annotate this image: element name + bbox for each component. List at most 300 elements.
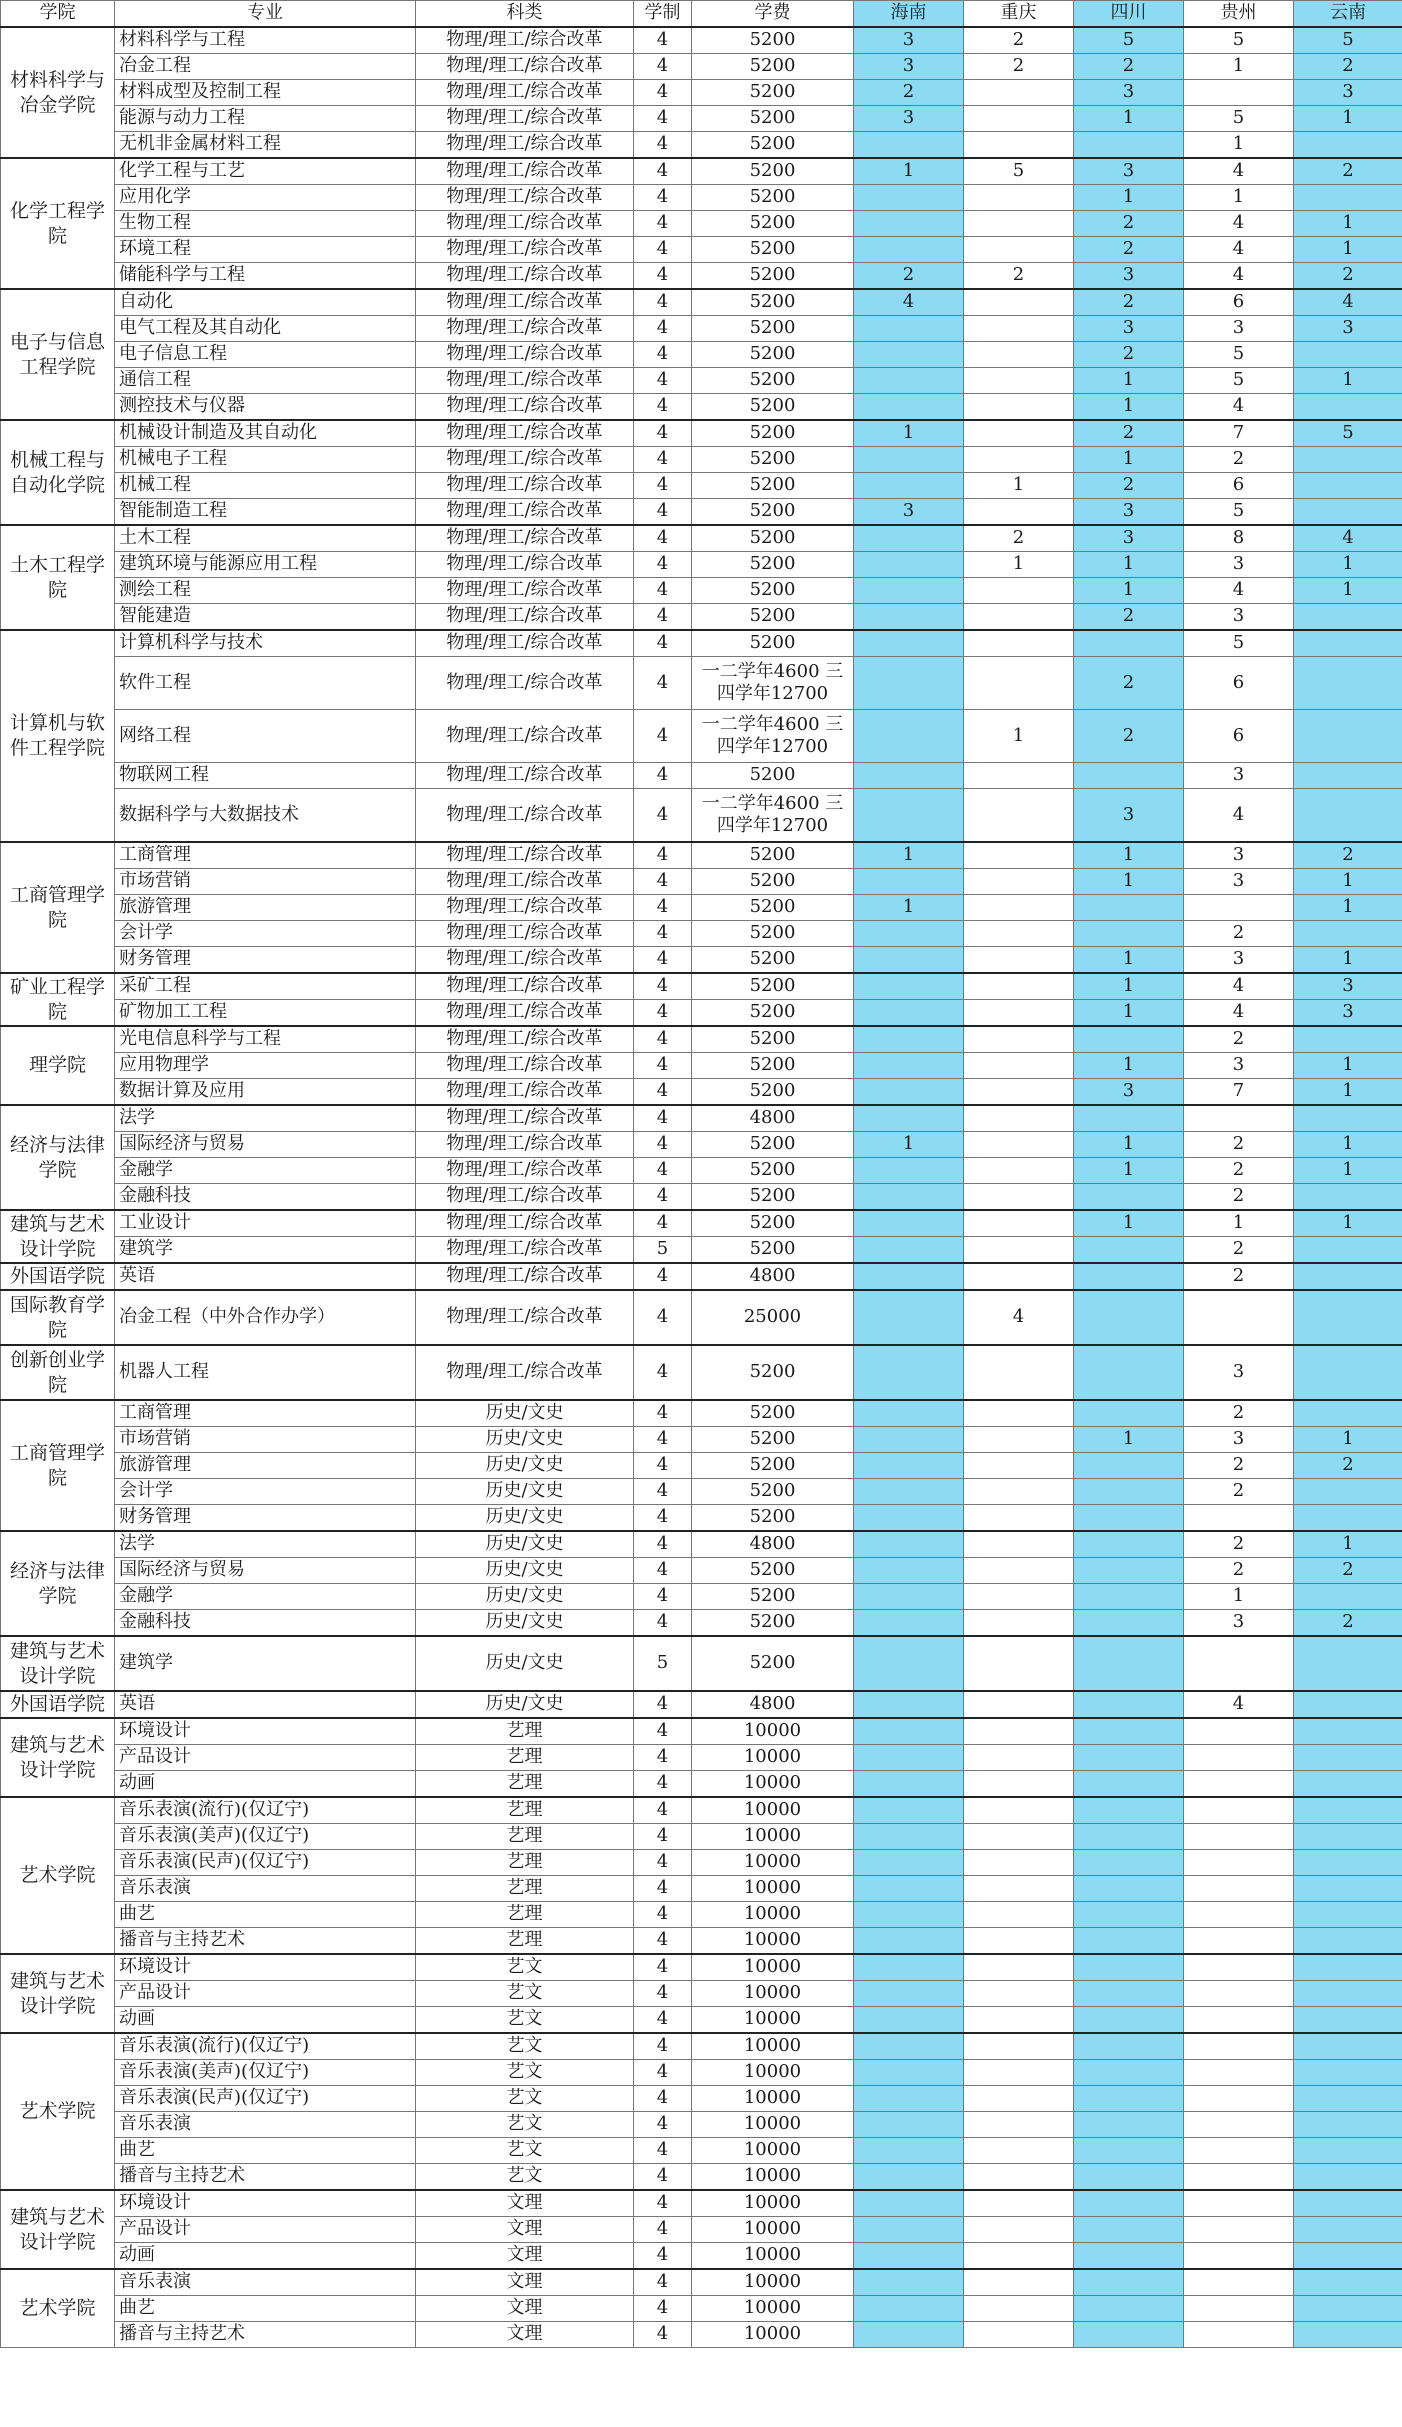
quota-sichuan-cell	[1074, 1505, 1184, 1532]
major-cell: 财务管理	[115, 947, 416, 974]
quota-sichuan-cell	[1074, 1954, 1184, 1981]
quota-guizhou-cell: 5	[1184, 342, 1294, 368]
quota-yunnan-cell	[1294, 2322, 1402, 2348]
table-row	[1, 2217, 1402, 2243]
table-row	[1, 1797, 1402, 1824]
years-cell: 4	[634, 473, 692, 499]
quota-hainan-cell	[854, 921, 964, 947]
major-cell: 动画	[115, 2007, 416, 2034]
fee-cell: 10000	[692, 1824, 854, 1850]
quota-yunnan-cell: 1	[1294, 368, 1402, 394]
college-cell: 化学工程学院	[1, 158, 115, 289]
quota-chongqing-cell: 2	[964, 54, 1074, 80]
quota-yunnan-cell	[1294, 657, 1402, 710]
table-row	[1, 1558, 1402, 1584]
major-cell: 英语	[115, 1263, 416, 1290]
category-cell: 艺文	[416, 1981, 634, 2007]
quota-yunnan-cell: 2	[1294, 54, 1402, 80]
quota-chongqing-cell	[964, 1505, 1074, 1532]
major-cell: 财务管理	[115, 1505, 416, 1532]
quota-yunnan-cell	[1294, 2243, 1402, 2270]
quota-sichuan-cell: 1	[1074, 578, 1184, 604]
quota-yunnan-cell	[1294, 1400, 1402, 1427]
quota-guizhou-cell	[1184, 2086, 1294, 2112]
quota-hainan-cell	[854, 1902, 964, 1928]
quota-guizhou-cell: 3	[1184, 842, 1294, 869]
quota-chongqing-cell	[964, 842, 1074, 869]
quota-sichuan-cell	[1074, 1290, 1184, 1345]
quota-chongqing-cell	[964, 1850, 1074, 1876]
quota-chongqing-cell	[964, 921, 1074, 947]
quota-hainan-cell	[854, 1158, 964, 1184]
quota-chongqing-cell	[964, 2164, 1074, 2191]
college-cell: 理学院	[1, 1026, 115, 1105]
table-row	[1, 158, 1402, 185]
years-cell: 4	[634, 289, 692, 316]
fee-cell: 10000	[692, 1718, 854, 1745]
category-cell: 物理/理工/综合改革	[416, 263, 634, 290]
quota-chongqing-cell	[964, 763, 1074, 789]
major-cell: 材料科学与工程	[115, 27, 416, 54]
quota-yunnan-cell	[1294, 2138, 1402, 2164]
major-cell: 工商管理	[115, 842, 416, 869]
quota-yunnan-cell: 3	[1294, 316, 1402, 342]
quota-sichuan-cell: 3	[1074, 316, 1184, 342]
quota-hainan-cell: 2	[854, 263, 964, 290]
major-cell: 无机非金属材料工程	[115, 132, 416, 159]
category-cell: 物理/理工/综合改革	[416, 1026, 634, 1053]
major-cell: 计算机科学与技术	[115, 630, 416, 657]
quota-sichuan-cell: 2	[1074, 237, 1184, 263]
quota-sichuan-cell	[1074, 1876, 1184, 1902]
quota-sichuan-cell	[1074, 1718, 1184, 1745]
quota-guizhou-cell	[1184, 1745, 1294, 1771]
quota-guizhou-cell	[1184, 1928, 1294, 1955]
quota-yunnan-cell	[1294, 1771, 1402, 1798]
quota-yunnan-cell: 1	[1294, 211, 1402, 237]
major-cell: 软件工程	[115, 657, 416, 710]
quota-guizhou-cell: 5	[1184, 630, 1294, 657]
quota-yunnan-cell	[1294, 1345, 1402, 1400]
major-cell: 旅游管理	[115, 1453, 416, 1479]
category-cell: 文理	[416, 2322, 634, 2348]
table-row	[1, 552, 1402, 578]
years-cell: 4	[634, 2033, 692, 2060]
quota-yunnan-cell	[1294, 1928, 1402, 1955]
header-college: 学院	[1, 1, 115, 28]
fee-cell: 10000	[692, 2112, 854, 2138]
quota-yunnan-cell: 3	[1294, 1000, 1402, 1027]
quota-hainan-cell	[854, 2060, 964, 2086]
quota-chongqing-cell	[964, 1928, 1074, 1955]
major-cell: 环境工程	[115, 237, 416, 263]
fee-cell: 10000	[692, 1797, 854, 1824]
category-cell: 物理/理工/综合改革	[416, 842, 634, 869]
years-cell: 4	[634, 657, 692, 710]
quota-sichuan-cell: 1	[1074, 447, 1184, 473]
quota-yunnan-cell	[1294, 2190, 1402, 2217]
quota-guizhou-cell: 4	[1184, 211, 1294, 237]
fee-cell: 5200	[692, 106, 854, 132]
quota-hainan-cell: 1	[854, 158, 964, 185]
years-cell: 4	[634, 80, 692, 106]
years-cell: 4	[634, 895, 692, 921]
fee-cell: 5200	[692, 1400, 854, 1427]
quota-guizhou-cell	[1184, 1902, 1294, 1928]
quota-chongqing-cell	[964, 2322, 1074, 2348]
quota-sichuan-cell: 1	[1074, 1210, 1184, 1237]
major-cell: 国际经济与贸易	[115, 1558, 416, 1584]
quota-sichuan-cell: 1	[1074, 394, 1184, 421]
quota-sichuan-cell: 1	[1074, 1000, 1184, 1027]
quota-chongqing-cell	[964, 604, 1074, 631]
quota-hainan-cell	[854, 1427, 964, 1453]
quota-chongqing-cell	[964, 1400, 1074, 1427]
table-row	[1, 869, 1402, 895]
category-cell: 艺理	[416, 1928, 634, 1955]
quota-yunnan-cell	[1294, 1584, 1402, 1610]
years-cell: 4	[634, 1026, 692, 1053]
fee-cell: 5200	[692, 895, 854, 921]
quota-sichuan-cell	[1074, 2033, 1184, 2060]
quota-chongqing-cell	[964, 1184, 1074, 1211]
major-cell: 金融学	[115, 1584, 416, 1610]
years-cell: 4	[634, 604, 692, 631]
fee-cell: 5200	[692, 158, 854, 185]
quota-yunnan-cell: 1	[1294, 1427, 1402, 1453]
table-row	[1, 973, 1402, 1000]
quota-chongqing-cell: 1	[964, 473, 1074, 499]
quota-yunnan-cell	[1294, 2269, 1402, 2296]
major-cell: 工商管理	[115, 1400, 416, 1427]
quota-hainan-cell	[854, 2138, 964, 2164]
major-cell: 电气工程及其自动化	[115, 316, 416, 342]
quota-hainan-cell	[854, 1718, 964, 1745]
quota-guizhou-cell	[1184, 1850, 1294, 1876]
table-row	[1, 447, 1402, 473]
quota-guizhou-cell: 6	[1184, 289, 1294, 316]
quota-sichuan-cell: 1	[1074, 368, 1184, 394]
quota-guizhou-cell: 2	[1184, 1558, 1294, 1584]
quota-yunnan-cell: 1	[1294, 1053, 1402, 1079]
major-cell: 曲艺	[115, 2138, 416, 2164]
years-cell: 4	[634, 1610, 692, 1637]
quota-chongqing-cell	[964, 1345, 1074, 1400]
category-cell: 艺理	[416, 1824, 634, 1850]
quota-guizhou-cell: 2	[1184, 1263, 1294, 1290]
quota-sichuan-cell	[1074, 1453, 1184, 1479]
major-cell: 曲艺	[115, 1902, 416, 1928]
quota-hainan-cell	[854, 368, 964, 394]
quota-guizhou-cell	[1184, 2138, 1294, 2164]
fee-cell: 5200	[692, 80, 854, 106]
quota-yunnan-cell	[1294, 1824, 1402, 1850]
quota-chongqing-cell	[964, 1691, 1074, 1718]
quota-yunnan-cell: 1	[1294, 106, 1402, 132]
table-row	[1, 2033, 1402, 2060]
category-cell: 物理/理工/综合改革	[416, 237, 634, 263]
quota-chongqing-cell	[964, 1902, 1074, 1928]
college-cell: 矿业工程学院	[1, 973, 115, 1026]
table-row	[1, 1531, 1402, 1558]
quota-chongqing-cell	[964, 2138, 1074, 2164]
quota-yunnan-cell	[1294, 1954, 1402, 1981]
table-row	[1, 1928, 1402, 1955]
category-cell: 物理/理工/综合改革	[416, 1184, 634, 1211]
years-cell: 4	[634, 2164, 692, 2191]
quota-yunnan-cell: 1	[1294, 237, 1402, 263]
quota-yunnan-cell: 1	[1294, 947, 1402, 974]
quota-guizhou-cell: 8	[1184, 525, 1294, 552]
quota-hainan-cell	[854, 1105, 964, 1132]
fee-cell: 4800	[692, 1263, 854, 1290]
table-row	[1, 1158, 1402, 1184]
quota-yunnan-cell: 1	[1294, 895, 1402, 921]
fee-cell: 5200	[692, 1132, 854, 1158]
fee-cell: 10000	[692, 2033, 854, 2060]
quota-yunnan-cell	[1294, 394, 1402, 421]
years-cell: 4	[634, 368, 692, 394]
header-hainan: 海南	[854, 1, 964, 28]
quota-sichuan-cell	[1074, 1745, 1184, 1771]
college-cell: 国际教育学院	[1, 1290, 115, 1345]
quota-guizhou-cell: 6	[1184, 657, 1294, 710]
table-row	[1, 895, 1402, 921]
quota-hainan-cell	[854, 1400, 964, 1427]
major-cell: 冶金工程（中外合作办学）	[115, 1290, 416, 1345]
years-cell: 4	[634, 552, 692, 578]
fee-cell: 10000	[692, 1876, 854, 1902]
quota-yunnan-cell	[1294, 2296, 1402, 2322]
quota-hainan-cell: 1	[854, 842, 964, 869]
fee-cell: 4800	[692, 1531, 854, 1558]
category-cell: 艺文	[416, 2033, 634, 2060]
quota-chongqing-cell	[964, 1105, 1074, 1132]
fee-cell: 5200	[692, 54, 854, 80]
years-cell: 4	[634, 1691, 692, 1718]
major-cell: 法学	[115, 1531, 416, 1558]
quota-hainan-cell	[854, 1928, 964, 1955]
quota-guizhou-cell	[1184, 1105, 1294, 1132]
college-cell: 建筑与艺术设计学院	[1, 1954, 115, 2033]
quota-sichuan-cell	[1074, 2060, 1184, 2086]
quota-hainan-cell	[854, 1981, 964, 2007]
quota-guizhou-cell: 4	[1184, 263, 1294, 290]
table-row	[1, 106, 1402, 132]
major-cell: 物联网工程	[115, 763, 416, 789]
college-cell: 经济与法律学院	[1, 1105, 115, 1210]
quota-yunnan-cell: 2	[1294, 158, 1402, 185]
quota-yunnan-cell	[1294, 2217, 1402, 2243]
quota-hainan-cell	[854, 447, 964, 473]
quota-sichuan-cell: 5	[1074, 27, 1184, 54]
table-row	[1, 1745, 1402, 1771]
category-cell: 物理/理工/综合改革	[416, 158, 634, 185]
quota-chongqing-cell	[964, 1558, 1074, 1584]
college-cell: 建筑与艺术设计学院	[1, 2190, 115, 2269]
quota-sichuan-cell: 2	[1074, 604, 1184, 631]
quota-hainan-cell	[854, 1453, 964, 1479]
category-cell: 物理/理工/综合改革	[416, 552, 634, 578]
quota-yunnan-cell	[1294, 921, 1402, 947]
quota-chongqing-cell	[964, 394, 1074, 421]
major-cell: 产品设计	[115, 1981, 416, 2007]
quota-sichuan-cell: 1	[1074, 973, 1184, 1000]
quota-guizhou-cell: 1	[1184, 132, 1294, 159]
fee-cell: 10000	[692, 1745, 854, 1771]
quota-hainan-cell	[854, 1771, 964, 1798]
quota-yunnan-cell	[1294, 1105, 1402, 1132]
quota-hainan-cell	[854, 552, 964, 578]
fee-cell: 10000	[692, 1771, 854, 1798]
category-cell: 物理/理工/综合改革	[416, 1000, 634, 1027]
category-cell: 物理/理工/综合改革	[416, 1345, 634, 1400]
quota-hainan-cell: 3	[854, 106, 964, 132]
quota-chongqing-cell	[964, 368, 1074, 394]
fee-cell: 5200	[692, 552, 854, 578]
years-cell: 4	[634, 921, 692, 947]
quota-sichuan-cell	[1074, 2007, 1184, 2034]
fee-cell: 5200	[692, 447, 854, 473]
quota-hainan-cell	[854, 2033, 964, 2060]
quota-guizhou-cell	[1184, 895, 1294, 921]
major-cell: 建筑环境与能源应用工程	[115, 552, 416, 578]
table-row	[1, 316, 1402, 342]
major-cell: 环境设计	[115, 1718, 416, 1745]
years-cell: 4	[634, 211, 692, 237]
table-row	[1, 1184, 1402, 1211]
fee-cell: 5200	[692, 525, 854, 552]
quota-hainan-cell: 1	[854, 895, 964, 921]
years-cell: 4	[634, 499, 692, 526]
quota-hainan-cell: 2	[854, 80, 964, 106]
quota-hainan-cell	[854, 1026, 964, 1053]
quota-yunnan-cell	[1294, 499, 1402, 526]
table-row	[1, 763, 1402, 789]
years-cell: 4	[634, 1876, 692, 1902]
years-cell: 4	[634, 2060, 692, 2086]
quota-sichuan-cell: 1	[1074, 1053, 1184, 1079]
fee-cell: 10000	[692, 2190, 854, 2217]
category-cell: 历史/文史	[416, 1505, 634, 1532]
quota-guizhou-cell	[1184, 2322, 1294, 2348]
category-cell: 文理	[416, 2190, 634, 2217]
quota-sichuan-cell	[1074, 1105, 1184, 1132]
quota-hainan-cell	[854, 2190, 964, 2217]
header-yunnan: 云南	[1294, 1, 1402, 28]
quota-guizhou-cell: 3	[1184, 552, 1294, 578]
table-row	[1, 1505, 1402, 1532]
quota-guizhou-cell: 2	[1184, 447, 1294, 473]
header-years: 学制	[634, 1, 692, 28]
years-cell: 4	[634, 1745, 692, 1771]
quota-sichuan-cell: 1	[1074, 1427, 1184, 1453]
category-cell: 文理	[416, 2243, 634, 2270]
quota-chongqing-cell: 5	[964, 158, 1074, 185]
quota-hainan-cell	[854, 1053, 964, 1079]
quota-sichuan-cell	[1074, 2269, 1184, 2296]
category-cell: 物理/理工/综合改革	[416, 211, 634, 237]
fee-cell: 5200	[692, 289, 854, 316]
fee-cell: 5200	[692, 1479, 854, 1505]
major-cell: 播音与主持艺术	[115, 2164, 416, 2191]
years-cell: 4	[634, 1850, 692, 1876]
category-cell: 物理/理工/综合改革	[416, 630, 634, 657]
quota-sichuan-cell	[1074, 1981, 1184, 2007]
years-cell: 4	[634, 1824, 692, 1850]
quota-yunnan-cell: 1	[1294, 578, 1402, 604]
quota-yunnan-cell: 4	[1294, 289, 1402, 316]
years-cell: 4	[634, 2217, 692, 2243]
years-cell: 4	[634, 763, 692, 789]
quota-chongqing-cell	[964, 2269, 1074, 2296]
table-row	[1, 499, 1402, 526]
header-major: 专业	[115, 1, 416, 28]
quota-yunnan-cell: 2	[1294, 263, 1402, 290]
years-cell: 4	[634, 237, 692, 263]
years-cell: 4	[634, 394, 692, 421]
category-cell: 历史/文史	[416, 1531, 634, 1558]
major-cell: 法学	[115, 1105, 416, 1132]
quota-yunnan-cell	[1294, 1718, 1402, 1745]
quota-sichuan-cell	[1074, 1558, 1184, 1584]
major-cell: 音乐表演(美声)(仅辽宁)	[115, 1824, 416, 1850]
table-row	[1, 2296, 1402, 2322]
quota-guizhou-cell: 7	[1184, 1079, 1294, 1106]
quota-sichuan-cell: 2	[1074, 473, 1184, 499]
category-cell: 历史/文史	[416, 1558, 634, 1584]
major-cell: 通信工程	[115, 368, 416, 394]
category-cell: 物理/理工/综合改革	[416, 342, 634, 368]
major-cell: 音乐表演(民声)(仅辽宁)	[115, 2086, 416, 2112]
quota-yunnan-cell: 1	[1294, 1210, 1402, 1237]
years-cell: 4	[634, 1797, 692, 1824]
category-cell: 物理/理工/综合改革	[416, 763, 634, 789]
table-row	[1, 1824, 1402, 1850]
quota-hainan-cell: 3	[854, 27, 964, 54]
quota-sichuan-cell	[1074, 1184, 1184, 1211]
table-row	[1, 578, 1402, 604]
quota-sichuan-cell: 1	[1074, 185, 1184, 211]
table-row	[1, 1400, 1402, 1427]
table-row	[1, 2164, 1402, 2191]
quota-sichuan-cell	[1074, 1400, 1184, 1427]
table-row	[1, 80, 1402, 106]
fee-cell: 5200	[692, 132, 854, 159]
quota-chongqing-cell	[964, 132, 1074, 159]
quota-sichuan-cell	[1074, 895, 1184, 921]
quota-chongqing-cell	[964, 1026, 1074, 1053]
fee-cell: 4800	[692, 1691, 854, 1718]
quota-chongqing-cell	[964, 211, 1074, 237]
years-cell: 4	[634, 1263, 692, 1290]
quota-yunnan-cell	[1294, 447, 1402, 473]
category-cell: 物理/理工/综合改革	[416, 1263, 634, 1290]
quota-chongqing-cell: 4	[964, 1290, 1074, 1345]
major-cell: 音乐表演	[115, 2269, 416, 2296]
table-row	[1, 1610, 1402, 1637]
fee-cell: 一二学年4600 三四学年12700	[692, 657, 854, 710]
fee-cell: 5200	[692, 1610, 854, 1637]
major-cell: 会计学	[115, 921, 416, 947]
table-row	[1, 368, 1402, 394]
category-cell: 物理/理工/综合改革	[416, 947, 634, 974]
years-cell: 4	[634, 447, 692, 473]
quota-chongqing-cell	[964, 1531, 1074, 1558]
quota-hainan-cell	[854, 525, 964, 552]
header-sichuan: 四川	[1074, 1, 1184, 28]
years-cell: 4	[634, 1427, 692, 1453]
